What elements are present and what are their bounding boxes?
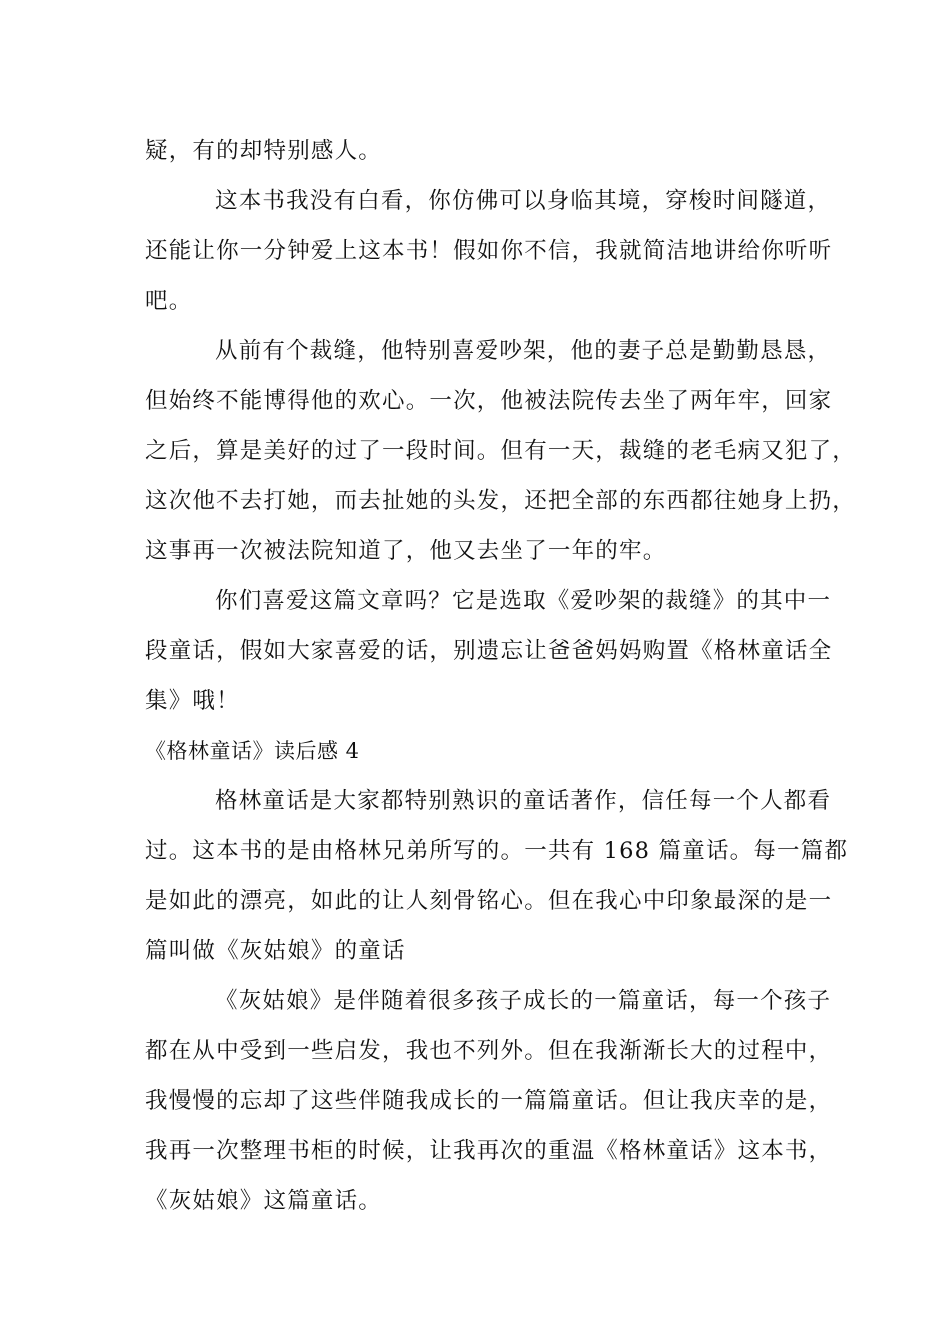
text-line: 是如此的漂亮，如此的让人刻骨铭心。但在我心中印象最深的是一 — [145, 888, 833, 914]
text-line: 吧。 — [145, 288, 193, 314]
paragraph-first-line: 《灰姑娘》是伴随着很多孩子成长的一篇童话，每一个孩子 — [215, 988, 832, 1014]
text-line: 《灰姑娘》这篇童话。 — [145, 1188, 383, 1214]
text-line: 集》哦！ — [145, 688, 240, 714]
text-line: 还能让你一分钟爱上这本书！假如你不信，我就简洁地讲给你听听 — [145, 238, 833, 264]
paragraph-first-line: 你们喜爱这篇文章吗？它是选取《爱吵架的裁缝》的其中一 — [215, 588, 832, 614]
text-line: 篇叫做《灰姑娘》的童话 — [145, 938, 406, 964]
text-line: 这次他不去打她，而去扯她的头发，还把全部的东西都往她身上扔， — [145, 488, 857, 514]
text-line: 之后，算是美好的过了一段时间。但有一天，裁缝的老毛病又犯了， — [145, 438, 857, 464]
paragraph-first-line: 这本书我没有白看，你仿佛可以身临其境，穿梭时间隧道， — [215, 188, 832, 214]
text-line: 这事再一次被法院知道了，他又去坐了一年的牢。 — [145, 538, 667, 564]
paragraph-first-line: 从前有个裁缝，他特别喜爱吵架，他的妻子总是勤勤恳恳， — [215, 338, 832, 364]
paragraph-first-line: 格林童话是大家都特别熟识的童话著作，信任每一个人都看 — [215, 788, 832, 814]
text-line: 我慢慢的忘却了这些伴随我成长的一篇篇童话。但让我庆幸的是， — [145, 1088, 833, 1114]
text-line: 都在从中受到一些启发，我也不列外。但在我渐渐长大的过程中， — [145, 1038, 833, 1064]
text-line: 过。这本书的是由格林兄弟所写的。一共有 168 篇童话。每一篇都 — [145, 838, 849, 864]
text-line: 我再一次整理书柜的时候，让我再次的重温《格林童话》这本书， — [145, 1138, 833, 1164]
text-line: 但始终不能博得他的欢心。一次，他被法院传去坐了两年牢，回家 — [145, 388, 833, 414]
text-line: 疑，有的却特别感人。 — [145, 138, 383, 164]
text-line: 段童话，假如大家喜爱的话，别遗忘让爸爸妈妈购置《格林童话全 — [145, 638, 833, 664]
section-heading: 《格林童话》读后感 4 — [145, 739, 360, 763]
